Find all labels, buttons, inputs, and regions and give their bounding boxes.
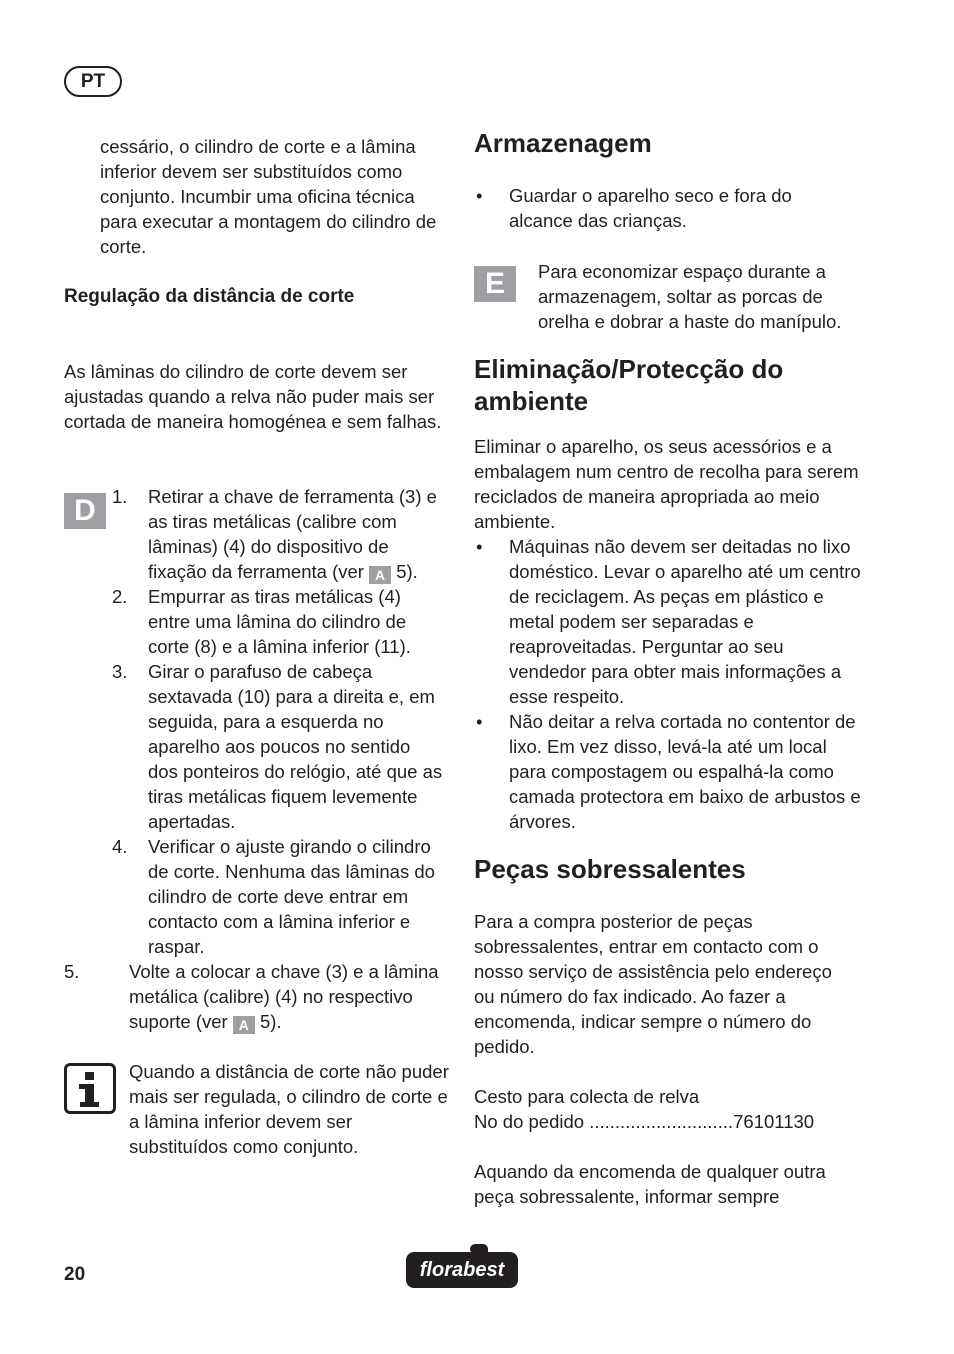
parts-final-paragraph: Aquando da encomenda de qualquer outra peça sobressalente, informar sempre xyxy=(474,1161,826,1207)
storage-heading: Armazenagem xyxy=(474,128,652,158)
parts-paragraph: Para a compra posterior de peças sobressalentes, entrar em contacto com o nosso serviço de assistência pelo endereço ou número do fax indicado. Ao fazer a encomenda, indicar sempre o número do pedido. xyxy=(474,911,832,1057)
storage-note: Para economizar espaço durante a armazenagem, soltar as porcas de orelha e dobrar a haste do manípulo. xyxy=(538,261,842,332)
disposal-heading: Eliminação/Protecção do ambiente xyxy=(474,354,784,416)
bullet-glyph: • xyxy=(476,711,483,732)
info-icon xyxy=(64,1063,116,1114)
bullet-text: Não deitar a relva cortada no contentor de lixo. Em vez disso, levá-la até um local para compostagem ou espalhá-la como camada protectora em baixo de arbustos e árvores. xyxy=(509,711,861,832)
step-text xyxy=(129,959,451,1034)
section-heading-distance: Regulação da distância de corte xyxy=(64,286,355,307)
bullet-text: Guardar o aparelho seco e fora do alcance das crianças. xyxy=(509,185,792,231)
step-text: Verificar o ajuste girando o cilindro de corte. Nenhuma das lâminas do cilindro de corte deve entrar em contacto com a lâmina inferior e raspar. xyxy=(148,836,435,957)
step-number: 4. xyxy=(112,836,128,857)
step-text-part: 5). xyxy=(260,1011,282,1032)
step-text-part: 5). xyxy=(396,561,418,582)
step-number: 3. xyxy=(112,661,128,682)
step-text-part: Retirar a chave de ferramenta (3) e as tiras metálicas (calibre com lâminas) (4) do dispositivo de fixação da ferramenta (ver xyxy=(148,486,437,582)
figure-tag-a: A xyxy=(233,1016,255,1034)
step-number: 2. xyxy=(112,586,128,607)
part-order-number: No do pedido ............................76101130 xyxy=(474,1111,815,1132)
bullet-glyph: • xyxy=(476,536,483,557)
distance-paragraph: As lâminas do cilindro de corte devem ser ajustadas quando a relva não puder mais ser cortada de maneira homogénea e sem falhas. xyxy=(64,361,442,432)
part-name: Cesto para colecta de relva xyxy=(474,1086,700,1107)
intro-text: cessário, o cilindro de corte e a lâmina inferior devem ser substituídos como conjunto. Incumbir uma oficina técnica para executar a montagem do cilindro de corte. xyxy=(100,136,437,257)
brand-logo: florabest xyxy=(406,1252,518,1288)
language-badge: PT xyxy=(64,66,122,97)
figure-tag-a: A xyxy=(369,566,391,584)
step-text xyxy=(148,484,448,584)
parts-heading: Peças sobressalentes xyxy=(474,854,746,884)
info-text: Quando a distância de corte não puder mais ser regulada, o cilindro de corte e a lâmina inferior devem ser substituídos como conjunto. xyxy=(129,1061,449,1157)
step-text-part: Volte a colocar a chave (3) e a lâmina metálica (calibre) (4) no respectivo suporte (ver xyxy=(129,961,439,1032)
bullet-glyph: • xyxy=(476,185,483,206)
info-glyph xyxy=(67,1066,113,1111)
figure-tag-e: E xyxy=(474,266,516,302)
step-number: 1. xyxy=(112,486,128,507)
step-text: Empurrar as tiras metálicas (4) entre uma lâmina do cilindro de corte (8) e a lâmina inferior (11). xyxy=(148,586,411,657)
bullet-text: Máquinas não devem ser deitadas no lixo doméstico. Levar o aparelho até um centro de reciclagem. As peças em plástico e metal podem ser separadas e reaproveitadas. Perguntar ao seu vendedor para obter mais informações a esse respeito. xyxy=(509,536,861,707)
disposal-paragraph: Eliminar o aparelho, os seus acessórios e a embalagem num centro de recolha para serem reciclados de maneira apropriada ao meio ambiente. xyxy=(474,436,859,532)
figure-tag-d: D xyxy=(64,493,106,529)
step-number: 5. xyxy=(64,961,80,982)
step-text: Girar o parafuso de cabeça sextavada (10) para a direita e, em seguida, para a esquerda no aparelho aos poucos no sentido dos ponteiros do relógio, até que as tiras metálicas fiquem levemente apertadas. xyxy=(148,661,443,832)
page-number: 20 xyxy=(64,1264,86,1285)
